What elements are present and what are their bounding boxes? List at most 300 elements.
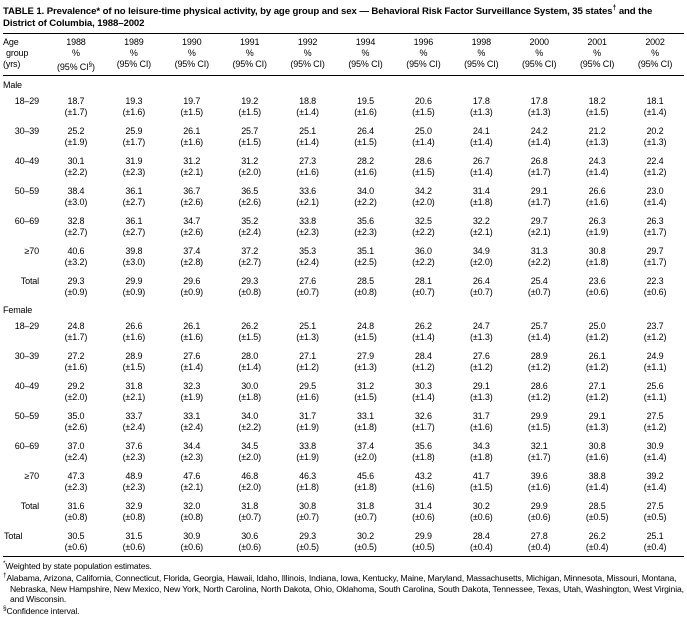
- data-cell: [452, 151, 510, 181]
- data-cell: [337, 496, 395, 526]
- cell-value: 28.5: [588, 501, 606, 512]
- year-label: 1988: [66, 37, 86, 48]
- cell-ci: (±1.5): [238, 331, 261, 342]
- row-label: 40–49: [14, 156, 39, 167]
- cell-ci: (±1.8): [354, 421, 377, 432]
- cell-value: 26.3: [646, 216, 664, 227]
- cell-ci: (±0.4): [643, 541, 667, 552]
- table-row: [3, 211, 684, 241]
- cell-value: 26.2: [414, 321, 432, 332]
- data-cell: [221, 91, 279, 121]
- data-cell: [47, 91, 105, 121]
- cell-ci: (±0.5): [354, 541, 377, 552]
- cell-ci: (±0.8): [122, 511, 146, 522]
- table-row: [3, 121, 684, 151]
- cell-value: 33.8: [299, 441, 317, 452]
- data-cell: [626, 271, 684, 301]
- cell-ci: (±2.4): [238, 226, 261, 237]
- data-cell: [105, 91, 163, 121]
- data-cell: [279, 91, 337, 121]
- data-cell: [337, 91, 395, 121]
- year-label: 1998: [471, 37, 491, 48]
- cell-ci: (±1.6): [354, 166, 377, 177]
- cell-ci: (±1.4): [527, 136, 551, 147]
- cell-ci: (±0.6): [527, 511, 551, 522]
- cell-ci: (±1.4): [643, 196, 667, 207]
- cell-ci: (±2.7): [238, 256, 261, 267]
- cell-ci: (±1.6): [122, 106, 146, 117]
- data-cell: [394, 91, 452, 121]
- cell-value: 26.2: [588, 531, 606, 542]
- data-cell: [337, 526, 395, 557]
- data-cell: [163, 271, 221, 301]
- cell-value: 27.6: [472, 351, 490, 362]
- data-cell: [105, 496, 163, 526]
- age-group-column-header: [3, 34, 47, 76]
- data-cell: [337, 121, 395, 151]
- cell-value: 25.7: [530, 321, 548, 332]
- cell-ci: (±1.2): [585, 391, 609, 402]
- ci-label: [105, 59, 163, 70]
- data-cell: [337, 406, 395, 436]
- cell-ci: (±1.6): [412, 481, 435, 492]
- data-cell: [47, 466, 105, 496]
- cell-value: 32.2: [472, 216, 490, 227]
- year-column-header: [510, 34, 568, 76]
- row-label: ≥70: [24, 246, 39, 257]
- cell-value: 37.4: [357, 441, 374, 452]
- cell-value: 29.3: [299, 531, 317, 542]
- data-cell: [568, 496, 626, 526]
- cell-value: 18.2: [588, 96, 606, 107]
- cell-value: 29.9: [414, 531, 432, 542]
- percent-label: %: [477, 48, 486, 59]
- cell-ci: (±2.0): [470, 256, 493, 267]
- cell-value: 28.6: [414, 156, 432, 167]
- footnote-marker: †: [3, 572, 7, 580]
- cell-ci: (±1.6): [354, 106, 377, 117]
- row-label: 18–29: [14, 321, 39, 332]
- cell-value: 33.8: [299, 216, 317, 227]
- row-label: 50–59: [14, 411, 39, 422]
- ci-label: [47, 59, 105, 73]
- cell-ci: (±1.5): [470, 481, 493, 492]
- cell-value: 35.6: [414, 441, 432, 452]
- ci-label: [337, 59, 395, 70]
- table-row: [3, 316, 684, 346]
- prevalence-table: [3, 34, 684, 557]
- cell-value: 31.9: [125, 156, 143, 167]
- cell-value: 25.7: [241, 126, 259, 137]
- data-cell: [394, 241, 452, 271]
- data-cell: [394, 121, 452, 151]
- cell-value: 23.0: [646, 186, 664, 197]
- cell-value: 27.5: [646, 501, 664, 512]
- data-cell: [394, 526, 452, 557]
- cell-value: 28.5: [357, 276, 374, 287]
- footnote-text: Alabama, Arizona, California, Connecticut, Florida, Georgia, Hawaii, Idaho, Illinois, Indiana, Iowa, Kentucky, Maine, Maryland, Massachusetts, Michigan, Minnesota, Missouri, Montana, Nebraska, New Hampshire, New Mexico, New York, North Carolina, North Dakota, Ohio, Oklahoma, South Carolina, South Dakota, Tennessee, Texas, Utah, Washington, West Virginia, and Wisconsin.: [6, 573, 684, 604]
- cell-value: 30.9: [183, 531, 201, 542]
- data-cell: [568, 271, 626, 301]
- cell-value: 27.3: [299, 156, 317, 167]
- year-column-header: [394, 34, 452, 76]
- data-cell: [279, 436, 337, 466]
- data-cell: [626, 241, 684, 271]
- cell-value: 31.8: [357, 501, 374, 512]
- cell-value: 29.9: [125, 276, 143, 287]
- cell-ci: (±1.4): [296, 136, 319, 147]
- cell-ci: (±1.4): [527, 331, 551, 342]
- year-label: 1994: [355, 37, 376, 48]
- cell-ci: (±1.7): [527, 196, 551, 207]
- data-cell: [221, 346, 279, 376]
- cell-ci: (±0.7): [238, 511, 261, 522]
- cell-ci: (±1.6): [527, 481, 551, 492]
- data-cell: [47, 211, 105, 241]
- year-label: 2002: [645, 37, 665, 48]
- data-cell: [47, 526, 105, 557]
- dagger-superscript: †: [612, 5, 617, 12]
- data-cell: [568, 151, 626, 181]
- cell-value: 31.8: [125, 381, 143, 392]
- cell-ci: (±2.8): [180, 256, 204, 267]
- data-cell: [394, 271, 452, 301]
- data-cell: [47, 346, 105, 376]
- cell-ci: (±0.6): [238, 541, 261, 552]
- cell-ci: (±1.4): [180, 361, 204, 372]
- cell-ci: (±1.4): [643, 451, 667, 462]
- cell-ci: (±2.4): [180, 421, 204, 432]
- ci-label-open: (95% CI: [57, 62, 89, 73]
- ci-label-text: (95% CI): [232, 59, 267, 70]
- data-cell: [510, 316, 568, 346]
- cell-ci: (±0.8): [354, 286, 377, 297]
- cell-ci: (±1.4): [585, 481, 609, 492]
- data-cell: [47, 271, 105, 301]
- cell-value: 31.8: [241, 501, 259, 512]
- data-cell: [279, 376, 337, 406]
- cell-value: 33.7: [125, 411, 143, 422]
- cell-ci: (±2.3): [122, 481, 146, 492]
- cell-ci: (±1.9): [64, 136, 88, 147]
- percent-label: %: [245, 48, 254, 59]
- row-label: 60–69: [14, 216, 39, 227]
- cell-value: 32.9: [125, 501, 143, 512]
- cell-ci: (±1.7): [412, 421, 435, 432]
- cell-value: 24.1: [472, 126, 490, 137]
- data-cell: [626, 121, 684, 151]
- ci-label: [452, 59, 510, 70]
- cell-ci: (±1.2): [643, 331, 667, 342]
- cell-value: 25.6: [646, 381, 664, 392]
- cell-value: 35.3: [299, 246, 317, 257]
- year-label: 2000: [529, 37, 549, 48]
- cell-ci: (±1.7): [643, 256, 667, 267]
- cell-ci: (±3.0): [122, 256, 146, 267]
- data-cell: [47, 406, 105, 436]
- footnote-states: [3, 571, 684, 604]
- cell-ci: (±2.0): [64, 391, 88, 402]
- table-row: [3, 271, 684, 301]
- data-cell: [163, 376, 221, 406]
- cell-ci: (±1.5): [238, 136, 261, 147]
- cell-ci: (±0.5): [412, 541, 435, 552]
- cell-value: 34.9: [472, 246, 490, 257]
- percent-label: %: [187, 48, 196, 59]
- cell-value: 31.2: [183, 156, 201, 167]
- table-body: [3, 76, 684, 557]
- cell-ci: (±2.3): [354, 226, 377, 237]
- cell-ci: (±2.0): [238, 451, 261, 462]
- data-cell: [221, 526, 279, 557]
- cell-ci: (±0.4): [470, 541, 493, 552]
- data-cell: [452, 346, 510, 376]
- cell-ci: (±1.3): [585, 421, 609, 432]
- ci-label-text: (95% CI): [290, 59, 325, 70]
- year-label: 1989: [124, 37, 144, 48]
- cell-value: 36.7: [183, 186, 201, 197]
- data-cell: [337, 436, 395, 466]
- cell-value: 34.0: [241, 411, 259, 422]
- table-row: [3, 496, 684, 526]
- year-label: 1996: [413, 37, 434, 48]
- cell-value: 25.9: [125, 126, 143, 137]
- cell-value: 27.1: [299, 351, 317, 362]
- data-cell: [47, 316, 105, 346]
- data-cell: [394, 181, 452, 211]
- cell-ci: (±1.5): [238, 106, 261, 117]
- data-cell: [337, 241, 395, 271]
- data-cell: [279, 406, 337, 436]
- cell-ci: (±2.2): [412, 256, 435, 267]
- data-cell: [394, 376, 452, 406]
- data-cell: [47, 181, 105, 211]
- cell-ci: (±1.2): [643, 166, 667, 177]
- age-header-line: group: [6, 48, 29, 59]
- percent-label: %: [593, 48, 602, 59]
- ci-label: [626, 59, 684, 70]
- data-cell: [163, 466, 221, 496]
- data-cell: [452, 211, 510, 241]
- data-cell: [163, 211, 221, 241]
- cell-value: 30.9: [646, 441, 664, 452]
- ci-label-text: (95% CI): [637, 59, 673, 70]
- cell-ci: (±0.9): [64, 286, 88, 297]
- percent-label: %: [535, 48, 544, 59]
- data-cell: [452, 496, 510, 526]
- data-cell: [221, 376, 279, 406]
- cell-value: 17.8: [530, 96, 548, 107]
- cell-ci: (±1.7): [64, 106, 88, 117]
- cell-value: 18.1: [646, 96, 664, 107]
- cell-value: 30.0: [241, 381, 259, 392]
- cell-value: 36.1: [125, 216, 143, 227]
- data-cell: [452, 241, 510, 271]
- cell-value: 33.1: [183, 411, 201, 422]
- section-label: Female: [3, 305, 33, 316]
- data-cell: [626, 316, 684, 346]
- year-column-header: [452, 34, 510, 76]
- data-cell: [510, 376, 568, 406]
- data-cell: [510, 151, 568, 181]
- cell-ci: (±2.3): [122, 166, 146, 177]
- cell-value: 36.0: [414, 246, 432, 257]
- cell-value: 34.7: [183, 216, 201, 227]
- cell-value: 20.2: [646, 126, 664, 137]
- cell-ci: (±2.4): [122, 421, 146, 432]
- data-cell: [568, 211, 626, 241]
- cell-ci: (±2.1): [180, 481, 204, 492]
- data-cell: [394, 346, 452, 376]
- year-column-header: [47, 34, 105, 76]
- footnote-weighted: [3, 559, 684, 571]
- data-cell: [221, 496, 279, 526]
- cell-value: 28.2: [357, 156, 374, 167]
- data-cell: [452, 181, 510, 211]
- cell-value: 30.2: [472, 501, 490, 512]
- cell-value: 19.7: [183, 96, 201, 107]
- cell-ci: (±1.1): [643, 361, 667, 372]
- year-column-header: [568, 34, 626, 76]
- data-cell: [452, 376, 510, 406]
- data-cell: [47, 121, 105, 151]
- cell-value: 24.7: [472, 321, 490, 332]
- cell-ci: (±0.7): [527, 286, 551, 297]
- cell-ci: (±1.6): [122, 331, 146, 342]
- footnotes: [3, 559, 684, 616]
- cell-ci: (±1.5): [354, 136, 377, 147]
- cell-ci: (±2.6): [238, 196, 261, 207]
- cell-ci: (±1.4): [470, 136, 493, 147]
- cell-ci: (±1.3): [470, 391, 493, 402]
- data-cell: [221, 406, 279, 436]
- data-cell: [510, 271, 568, 301]
- data-cell: [452, 406, 510, 436]
- cell-value: 37.0: [67, 441, 85, 452]
- cell-ci: (±1.6): [296, 166, 319, 177]
- table-row: [3, 181, 684, 211]
- cell-ci: (±1.8): [296, 481, 319, 492]
- cell-ci: (±2.4): [296, 256, 319, 267]
- cell-value: 34.2: [414, 186, 432, 197]
- table-row: [3, 151, 684, 181]
- cell-value: 37.4: [183, 246, 201, 257]
- cell-ci: (±2.1): [122, 391, 146, 402]
- percent-label: %: [361, 48, 370, 59]
- cell-value: 29.9: [530, 501, 548, 512]
- cell-value: 35.1: [357, 246, 374, 257]
- data-cell: [105, 466, 163, 496]
- cell-ci: (±1.7): [122, 136, 146, 147]
- ci-label: [568, 59, 626, 70]
- ci-label: [394, 59, 452, 70]
- data-cell: [626, 436, 684, 466]
- data-cell: [452, 271, 510, 301]
- data-cell: [279, 211, 337, 241]
- cell-value: 35.0: [67, 411, 85, 422]
- cell-value: 24.8: [67, 321, 85, 332]
- cell-value: 28.0: [241, 351, 259, 362]
- data-cell: [568, 241, 626, 271]
- row-label: 18–29: [14, 96, 39, 107]
- cell-ci: (±1.4): [296, 106, 319, 117]
- data-cell: [394, 316, 452, 346]
- data-cell: [568, 346, 626, 376]
- cell-value: 31.5: [125, 531, 143, 542]
- cell-value: 25.2: [67, 126, 85, 137]
- cell-value: 29.9: [530, 411, 548, 422]
- cell-value: 18.7: [67, 96, 85, 107]
- cell-ci: (±2.2): [527, 256, 551, 267]
- cell-ci: (±1.5): [585, 106, 609, 117]
- cell-value: 29.1: [530, 186, 548, 197]
- cell-ci: (±1.8): [412, 451, 435, 462]
- data-cell: [221, 181, 279, 211]
- footnote-text: Weighted by state population estimates.: [5, 561, 152, 572]
- cell-value: 22.3: [646, 276, 664, 287]
- cell-ci: (±3.2): [64, 256, 88, 267]
- data-cell: [626, 406, 684, 436]
- cell-value: 26.4: [357, 126, 374, 137]
- cell-ci: (±1.5): [180, 106, 204, 117]
- cell-value: 31.6: [67, 501, 85, 512]
- cell-value: 26.4: [472, 276, 490, 287]
- table-title: [3, 3, 684, 30]
- cell-value: 32.0: [183, 501, 201, 512]
- cell-ci: (±1.4): [412, 331, 435, 342]
- cell-value: 45.6: [357, 471, 374, 482]
- cell-value: 28.4: [472, 531, 490, 542]
- ci-label-text: (95% CI): [348, 59, 383, 70]
- data-cell: [394, 466, 452, 496]
- cell-ci: (±1.4): [643, 481, 667, 492]
- year-label: 1992: [297, 37, 318, 48]
- cell-ci: (±2.0): [412, 196, 435, 207]
- data-cell: [105, 346, 163, 376]
- percent-label: %: [419, 48, 428, 59]
- cell-value: 31.7: [299, 411, 317, 422]
- data-cell: [163, 151, 221, 181]
- cell-value: 26.1: [588, 351, 606, 362]
- cell-value: 36.5: [241, 186, 259, 197]
- header-row: [3, 34, 684, 76]
- cell-value: 25.1: [299, 126, 317, 137]
- data-cell: [221, 211, 279, 241]
- data-cell: [510, 466, 568, 496]
- cell-ci: (±1.4): [643, 106, 667, 117]
- cell-ci: (±1.7): [527, 166, 551, 177]
- data-cell: [221, 466, 279, 496]
- data-cell: [626, 181, 684, 211]
- data-cell: [452, 316, 510, 346]
- cell-ci: (±0.5): [643, 511, 667, 522]
- cell-value: 39.2: [646, 471, 664, 482]
- data-cell: [279, 316, 337, 346]
- cell-ci: (±1.9): [296, 451, 319, 462]
- cell-value: 27.9: [357, 351, 374, 362]
- cell-value: 34.0: [357, 186, 374, 197]
- cell-value: 24.2: [530, 126, 548, 137]
- cell-value: 26.1: [183, 126, 201, 137]
- data-cell: [626, 376, 684, 406]
- cell-value: 26.6: [588, 186, 606, 197]
- cell-ci: (±1.7): [527, 451, 551, 462]
- cell-ci: (±0.6): [122, 541, 146, 552]
- cell-value: 29.1: [472, 381, 490, 392]
- year-column-header: [337, 34, 395, 76]
- cell-value: 28.1: [414, 276, 432, 287]
- cell-value: 29.5: [299, 381, 317, 392]
